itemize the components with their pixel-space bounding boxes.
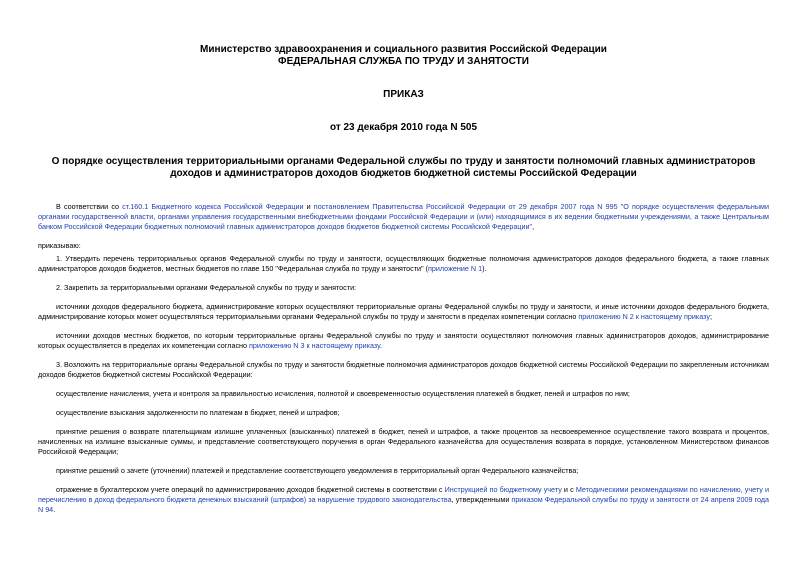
- paragraph-3: 3. Возложить на территориальные органы Федеральной службы по труду и занятости бюджетные полномочия администраторов доходов бюджетной системы Российской Федерации по закрепленным источникам доходов бюджетов бюджетной системы Российской Федерации:: [38, 360, 769, 379]
- document-body: [38, 202, 769, 515]
- paragraph-3e: отражение в бухгалтерском учете операций по администрированию доходов бюджетной системы в соответствии с Инструкцией по бюджетному учету и с Методическими рекомендациями по начислению, учету и перечислению в доход федерального бюджета денежных взысканий (штрафов) за нарушение трудового законодательства, утвержденными приказом Федеральной службы по труду и занятости от 24 апреля 2009 года N 94.: [38, 485, 770, 514]
- appendix-1-link[interactable]: приложение N 1: [428, 264, 483, 273]
- methodical-recommendations-link[interactable]: Методическими рекомендациями по начислению, учету и перечислению в доход федерального бюджета денежных взысканий (штрафов) за нарушение трудового законодательства: [38, 485, 770, 504]
- document-date-number: от 23 декабря 2010 года N 505: [329, 122, 478, 133]
- paragraph-3b: осуществление взыскания задолженности по платежам в бюджет, пеней и штрафов;: [56, 408, 340, 417]
- budget-code-link[interactable]: ст.160.1 Бюджетного кодекса Российской Федерации: [122, 202, 304, 211]
- ministry-heading: Министерство здравоохранения и социального развития Российской Федерации: [200, 44, 607, 55]
- paragraph-2: 2. Закрепить за территориальными органами Федеральной службы по труду и занятости:: [56, 283, 357, 292]
- paragraph-2b: источники доходов местных бюджетов, по которым территориальные органы Федеральной службы по труду и занятости осуществляют полномочия главных администраторов доходов, администрирование которых осуществляется в пределах их компетенции согласно приложению N 3 к настоящему приказу.: [38, 331, 769, 350]
- accounting-instruction-link[interactable]: Инструкцией по бюджетному учету: [444, 485, 562, 494]
- document-title: О порядке осуществления территориальными органами Федеральной службы по труду и занятости полномочий главных администраторов доходов и администраторов доходов бюджетов бюджетной системы Российской Федерации: [51, 156, 756, 179]
- paragraph-3a: осуществление начисления, учета и контроля за правильностью исчисления, полнотой и своевременностью осуществления платежей в бюджет, пеней и штрафов по ним;: [56, 389, 630, 398]
- orders-label: приказываю:: [38, 241, 81, 250]
- paragraph-2a: источники доходов федерального бюджета, администрирование которых осуществляют территориальные органы Федеральной службы по труду и занятости, и иные источники доходов федерального бюджета, администрирование которых может осуществляться территориальными органами Федеральной службы по труду и занятости в пределах компетенции согласно приложению N 2 к настоящему приказу;: [38, 302, 769, 321]
- paragraph-3d: принятие решений о зачете (уточнении) платежей и представление соответствующего уведомления в территориальный орган Федерального казначейства;: [56, 466, 579, 475]
- intro-paragraph: В соответствии со ст.160.1 Бюджетного кодекса Российской Федерации и постановлением Правительства Российской Федерации от 29 декабря 2007 года N 995 "О порядке осуществления федеральными органами государственной власти, органами управления государственными внебюджетными фондами Российской Федерации и (или) находящимися в их ведении бюджетными учреждениями, а также Центральным банком Российской Федерации бюджетных полномочий главных администраторов доходов бюджетов бюджетной системы Российской Федерации",: [38, 202, 769, 231]
- government-decree-link[interactable]: постановлением Правительства Российской Федерации от 29 декабря 2007 года N 995 "О порядке осуществления федеральными органами государственной власти, органами управления государственными внебюджетными фондами Российской Федерации и (или) находящимися в их ведении бюджетными учреждениями, а также Центральным банком Российской Федерации бюджетных полномочий главных администраторов доходов бюджетов бюджетной системы Российской Федерации": [38, 202, 769, 231]
- paragraph-3c: принятие решения о возврате плательщикам излишне уплаченных (взысканных) платежей в бюджет, пеней и штрафов, а также процентов за несвоевременное осуществление такого возврата и процентов, начисленных на излишне взысканные суммы, и представление соответствующего поручения в орган Федерального казначейства для осуществления возврата в порядке, установленном Министерством финансов Российской Федерации;: [38, 427, 769, 456]
- document-type: ПРИКАЗ: [383, 89, 424, 100]
- appendix-3-link[interactable]: приложению N 3 к настоящему приказу: [249, 341, 380, 350]
- service-heading: ФЕДЕРАЛЬНАЯ СЛУЖБА ПО ТРУДУ И ЗАНЯТОСТИ: [278, 56, 529, 67]
- appendix-2-link[interactable]: приложению N 2 к настоящему приказу: [578, 312, 710, 321]
- rostrud-order-link[interactable]: приказом Федеральной службы по труду и занятости от 24 апреля 2009 года N 94: [38, 495, 769, 514]
- paragraph-1: 1. Утвердить перечень территориальных органов Федеральной службы по труду и занятости, осуществляющих бюджетные полномочия администраторов доходов федерального бюджета, а также главных администраторов доходов бюджетов, местных бюджетов по главе 150 "Федеральная служба по труду и занятости" (приложение N 1).: [38, 254, 769, 273]
